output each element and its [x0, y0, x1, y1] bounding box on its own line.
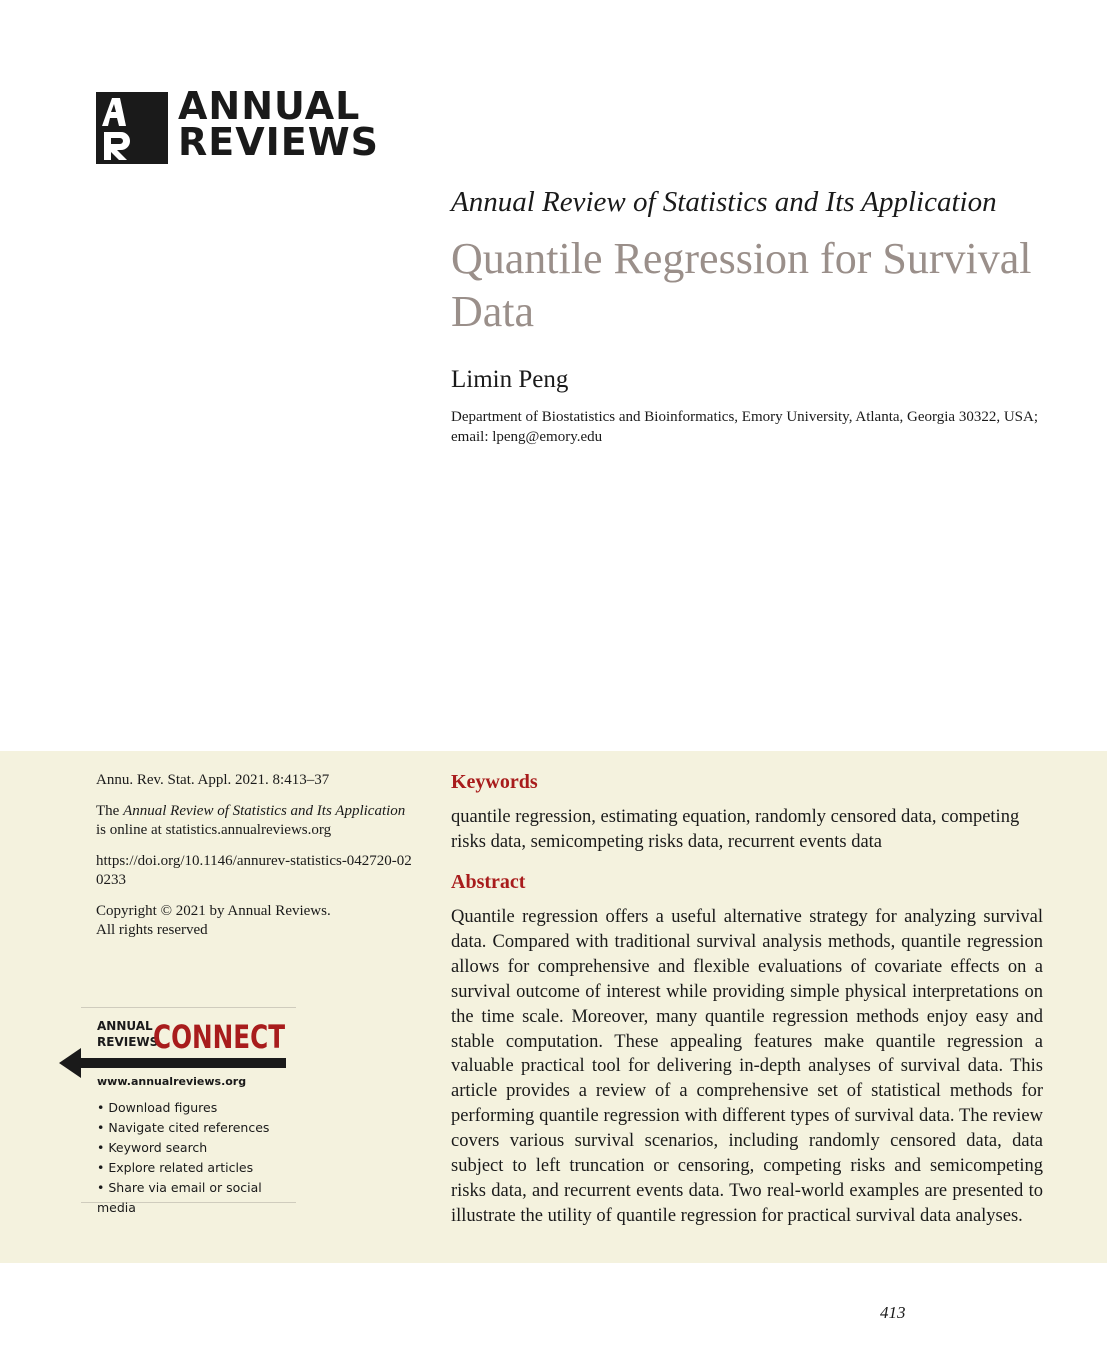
list-item: • Explore related articles	[97, 1160, 254, 1175]
logo-line-1: ANNUAL	[178, 84, 361, 128]
citation: Annu. Rev. Stat. Appl. 2021. 8:413–37	[96, 772, 330, 788]
rights-line: All rights reserved	[96, 922, 208, 938]
copyright-line: Copyright © 2021 by Annual Reviews.	[96, 903, 331, 919]
connect-brand-small-1: ANNUAL	[97, 1019, 153, 1033]
online-suffix: is online at statistics.annualreviews.org	[96, 822, 332, 838]
keywords-text: quantile regression, estimating equation, randomly censored data, competing risks data, semicompeting risks data, recurrent events data	[451, 807, 1020, 852]
author-name: Limin Peng	[451, 366, 569, 393]
article-title: Quantile Regression for Survival Data	[451, 234, 1032, 336]
abstract-text: Quantile regression offers a useful alternative strategy for analyzing survival data. Compared with traditional survival analysis methods, quantile regression allows for comprehensive and flexible evaluations of covariate effects on a survival outcome of interest while providing simple physical interpretations on the time scale. Moreover, many quantile regression methods enjoy easy and stable computation. These appealing features make quantile regression a valuable practical tool for delivering in-depth analyses of survival data. This article provides a review of a comprehensive set of statistical methods for performing quantile regression with different types of survival data. The review covers various survival scenarios, including randomly censored data, data subject to left truncation or censoring, competing risks and semicompeting risks data, and recurrent events data. Two real-world examples are presented to illustrate the utility of quantile regression for practical survival data analyses.	[451, 907, 1043, 1226]
online-prefix: The	[96, 803, 124, 819]
list-item: • Navigate cited references	[97, 1120, 270, 1135]
ar-logo-mark-icon	[96, 92, 168, 164]
logo-line-2: REVIEWS	[178, 120, 380, 164]
list-item: • Share via email or social media	[97, 1180, 262, 1215]
copyright-notice	[96, 902, 416, 940]
connect-url[interactable]: www.annualreviews.org	[97, 1075, 247, 1088]
logo-wordmark	[178, 84, 380, 164]
annual-reviews-connect-box	[81, 1007, 296, 1215]
connect-brand-small-2: REVIEWS	[97, 1035, 159, 1049]
annual-reviews-logo	[96, 84, 380, 166]
page-number: 413	[880, 1303, 906, 1322]
author-affiliation: Department of Biostatistics and Bioinformatics, Emory University, Atlanta, Georgia 30322, USA; email: lpeng@emory.edu	[451, 409, 1038, 445]
keywords-heading: Keywords	[451, 771, 538, 793]
online-availability	[96, 802, 411, 840]
doi-link[interactable]: https://doi.org/10.1146/annurev-statistics-042720-020233	[96, 853, 412, 888]
list-item: • Download figures	[97, 1100, 218, 1115]
connect-feature-list	[97, 1098, 296, 1218]
list-item: • Keyword search	[97, 1140, 208, 1155]
journal-name: Annual Review of Statistics and Its Application	[451, 186, 997, 218]
connect-banner	[81, 1008, 296, 1078]
abstract-heading: Abstract	[451, 871, 526, 893]
online-journal: Annual Review of Statistics and Its Application	[123, 803, 406, 819]
connect-brand-big: CONNECT	[153, 1018, 286, 1056]
